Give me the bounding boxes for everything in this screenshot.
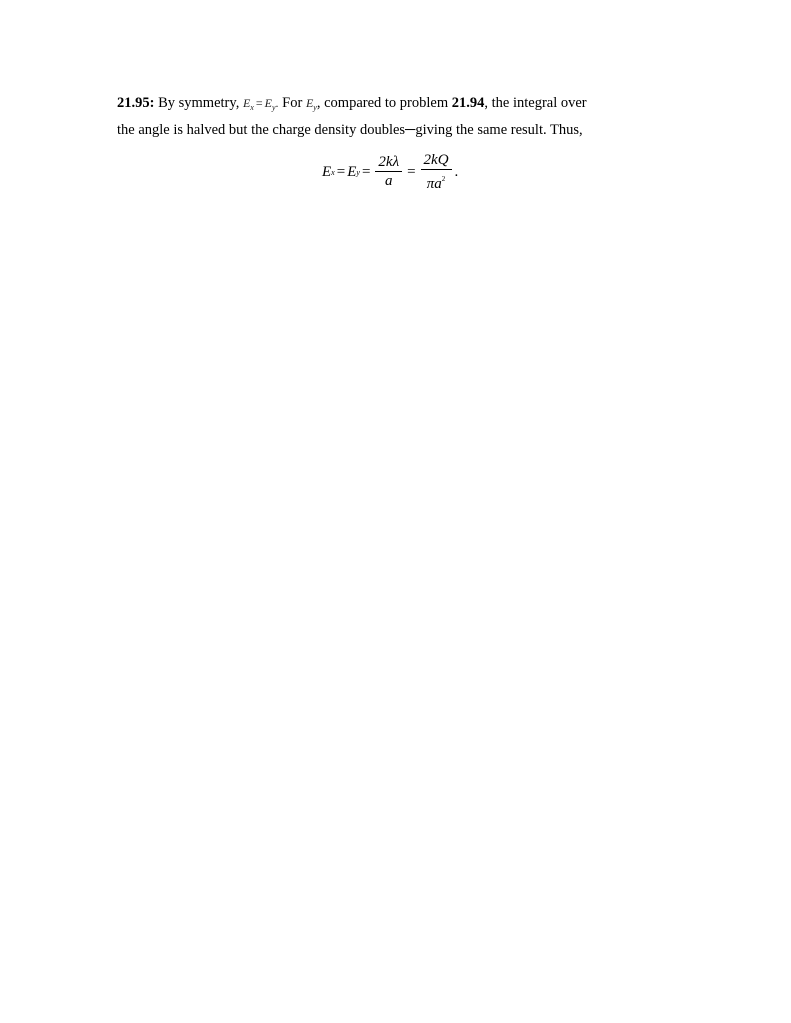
eq-terminator: .: [454, 163, 459, 180]
for-text: For: [278, 95, 306, 111]
em-dash: ─: [405, 122, 416, 138]
line1-end-text: , the integral over: [484, 95, 587, 111]
frac1-numerator: 2kλ: [378, 154, 400, 170]
reference-problem: 21.94: [451, 95, 485, 111]
inline-math-ex-equals-ey: $E_x = E_y$.: [242, 96, 279, 112]
compared-text: , compared to problem: [316, 95, 452, 111]
eq-equals-2: =: [361, 163, 371, 180]
frac1-denominator: a: [384, 173, 393, 189]
display-equation: [322, 150, 458, 194]
eq-equals-3: =: [407, 163, 416, 180]
eq-mid-ey: E y: [347, 163, 360, 180]
eq-lhs-ex: E x: [322, 163, 335, 180]
line2-start-text: the angle is halved but the charge density doubles: [117, 122, 406, 138]
fraction-2kq-over-pi-a-squared: [421, 152, 452, 193]
inline-math-ey: $E_y$: [305, 96, 317, 112]
eq-equals-1: =: [336, 163, 346, 180]
intro-text: By symmetry,: [154, 95, 243, 111]
problem-number: 21.95:: [117, 95, 155, 111]
frac2-denominator: $\pi a^2$: [426, 174, 446, 192]
fraction-2k-lambda-over-a: [375, 154, 402, 190]
frac2-numerator: 2kQ: [423, 151, 449, 168]
paragraph-line-2: [117, 117, 677, 144]
line2-end-text: giving the same result. Thus,: [415, 122, 583, 138]
